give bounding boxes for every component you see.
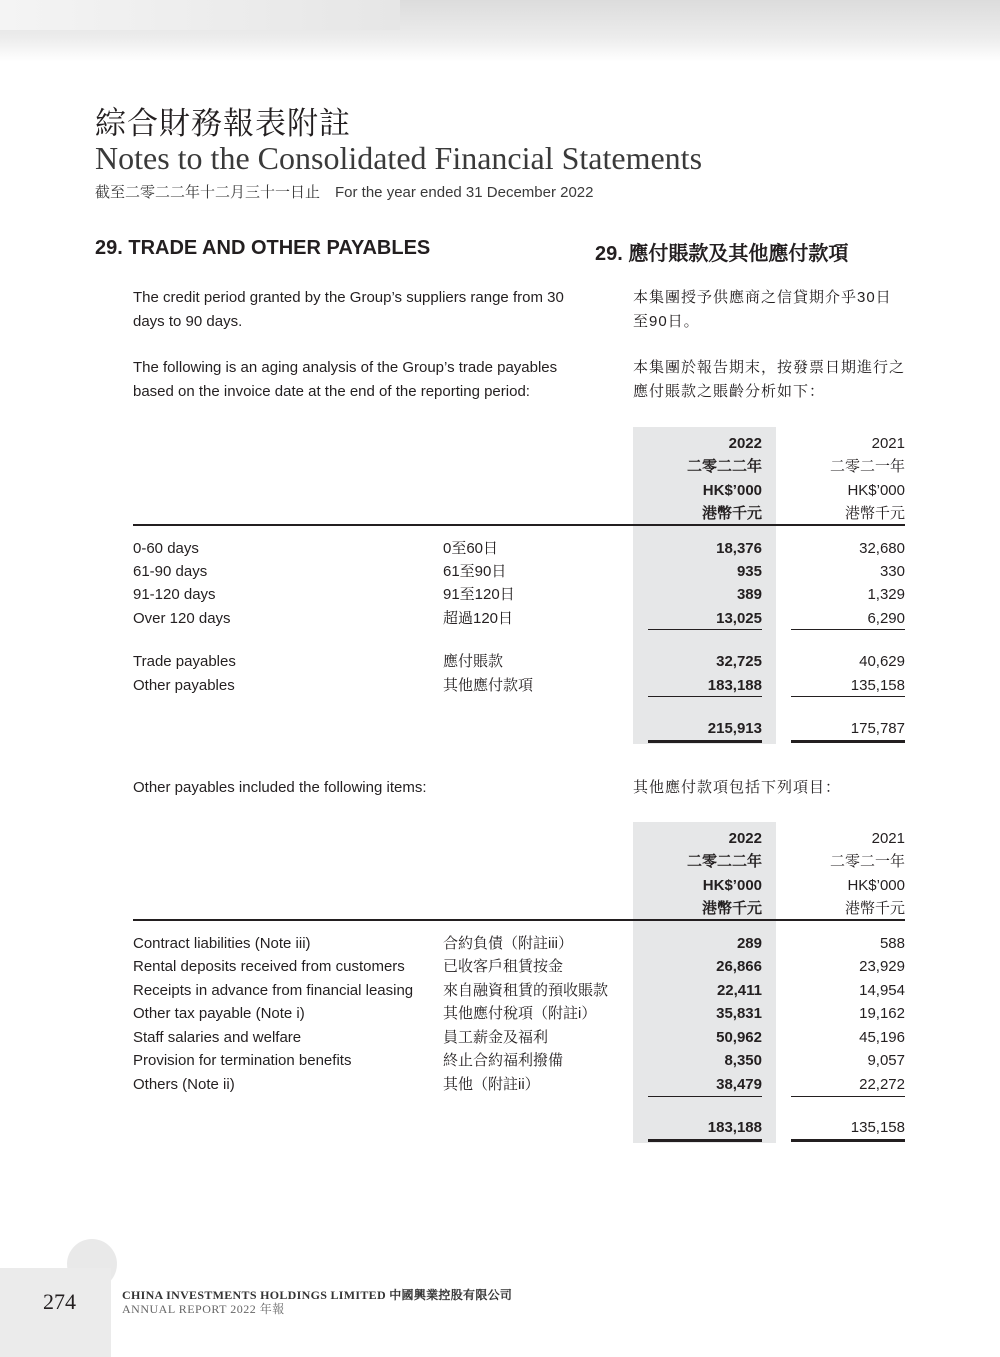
col-header-2022-year-cn: 二零二二年 [686,458,762,475]
other-payables-intro-cn: 其他應付款項包括下列項目： [633,779,842,796]
total-double-rule-2021 [791,740,905,743]
table-cell-2021: 6,290 [867,610,905,627]
table-cell-2021: 330 [879,563,905,580]
table-row-label-cn: 其他應付款項 [443,677,534,694]
table-row-label: Receipts in advance from financial leasing [133,982,414,999]
table-row-label-cn: 合約負債（附註iii） [443,935,573,952]
table-cell-2021: 32,680 [859,540,905,557]
page-subtitle: 截至二零二二年十二月三十一日止 For the year ended 31 December 2022 [95,184,594,201]
col-header-2021-year: 2021 [871,830,905,847]
table-row-label: Provision for termination benefits [133,1052,352,1069]
table-cell-2022: 50,962 [716,1029,762,1046]
table-row-label-cn: 91至120日 [443,586,515,603]
table-cell-2021: 45,196 [859,1029,905,1046]
table-cell-2022: 26,866 [716,958,762,975]
col-header-2021-unit: HK$’000 [847,482,905,499]
table-cell-2021: 19,162 [859,1005,905,1022]
table-row-label: Rental deposits received from customers [133,958,405,975]
aging-intro-text-en: The following is an aging analysis of the Group’s trade payables based on the invoice date at the end of the reporting period: [133,359,558,400]
footer-company-name: CHINA INVESTMENTS HOLDINGS LIMITED 中國興業控股有限公司 [122,1288,513,1302]
table-cell-2022: 289 [736,935,762,952]
table-row-label: Other payables [133,677,235,694]
table-cell-2021: 40,629 [859,653,905,670]
col-header-2022-year-cn: 二零二二年 [686,853,762,870]
col-header-2022-unit-cn: 港幣千元 [701,900,762,917]
table-cell-2022: 183,188 [707,677,762,694]
subtotal-rule-2021 [791,1096,905,1097]
subtotal-rule-2022 [648,1096,762,1097]
table-cell-2022: 13,025 [716,610,762,627]
credit-period-text-cn: 本集團授予供應商之信貸期介乎30日至90日。 [633,289,892,330]
table-cell-2021: 23,929 [859,958,905,975]
table-header-rule [133,524,905,526]
table-row-label-cn: 終止合約福利撥備 [443,1052,564,1069]
table-cell-2021: 588 [879,935,905,952]
table-cell-2022: 35,831 [716,1005,762,1022]
table-row-label: Other tax payable (Note i) [133,1005,305,1022]
table-cell-2022: 8,350 [724,1052,762,1069]
table-row-label-cn: 員工薪金及福利 [443,1029,549,1046]
table-row-label-cn: 已收客戶租賃按金 [443,958,564,975]
col-header-2021-year: 2021 [871,435,905,452]
col-header-2022-unit: HK$’000 [702,482,762,499]
table-row-label-cn: 超過120日 [443,610,514,627]
col-header-2021-unit-cn: 港幣千元 [844,505,905,522]
table-cell-2022: 389 [736,586,762,603]
table-cell-2022: 32,725 [716,653,762,670]
table-row-label-cn: 其他（附註ii） [443,1076,540,1093]
col-header-2021-year-cn: 二零二一年 [829,853,905,870]
other-payables-intro-en: Other payables included the following items: [133,779,427,796]
table-row-label: 91-120 days [133,586,216,603]
col-header-2021-year-cn: 二零二一年 [829,458,905,475]
total-double-rule-2022 [648,1139,762,1142]
table-total-2021: 175,787 [850,720,905,737]
table-cell-2021: 1,329 [867,586,905,603]
table-row-label: Staff salaries and welfare [133,1029,302,1046]
table-header-rule [133,919,905,921]
table-row-label-cn: 應付賬款 [443,653,504,670]
total-double-rule-2022 [648,740,762,743]
top-decorative-highlight [0,0,400,30]
table-cell-2022: 38,479 [716,1076,762,1093]
table-cell-2022: 22,411 [716,982,762,999]
subtotal-rule-2022 [648,629,762,630]
aging-intro-text-cn: 本集團於報告期末，按發票日期進行之應付賬款之賬齡分析如下： [633,359,906,400]
table-row-label: 61-90 days [133,563,208,580]
footer-report-name: ANNUAL REPORT 2022 年報 [122,1302,285,1316]
table-row-label-cn: 0至60日 [443,540,499,557]
table-total-2022: 183,188 [707,1119,762,1136]
table-row-label: Contract liabilities (Note iii) [133,935,311,952]
col-header-2021-unit: HK$’000 [847,877,905,894]
table-row-label-cn: 其他應付稅項（附註i） [443,1005,597,1022]
col-header-2022-year: 2022 [728,435,762,452]
section-title-cn: 29. 應付賬款及其他應付款項 [595,243,849,265]
subtotal-rule-2022 [648,696,762,697]
table-total-2021: 135,158 [850,1119,905,1136]
table-cell-2021: 14,954 [859,982,905,999]
table-row-label-cn: 來自融資租賃的預收賬款 [443,982,609,999]
page-title-cn: 綜合財務報表附註 [95,106,351,142]
section-title-en: 29. TRADE AND OTHER PAYABLES [95,237,431,259]
table-total-2022: 215,913 [707,720,762,737]
table-row-label: Over 120 days [133,610,231,627]
col-header-2022-unit: HK$’000 [702,877,762,894]
page-title-en: Notes to the Consolidated Financial Statements [95,140,703,176]
table-cell-2022: 18,376 [716,540,762,557]
page-number: 274 [43,1289,76,1314]
table-row-label: Others (Note ii) [133,1076,235,1093]
total-double-rule-2021 [791,1139,905,1142]
table-cell-2021: 9,057 [867,1052,905,1069]
col-header-2022-year: 2022 [728,830,762,847]
subtotal-rule-2021 [791,629,905,630]
subtotal-rule-2021 [791,696,905,697]
col-header-2021-unit-cn: 港幣千元 [844,900,905,917]
table-cell-2021: 22,272 [859,1076,905,1093]
table-row-label: Trade payables [133,653,236,670]
table-row-label-cn: 61至90日 [443,563,507,580]
credit-period-text-en: The credit period granted by the Group’s suppliers range from 30 days to 90 days. [133,289,564,330]
col-header-2022-unit-cn: 港幣千元 [701,505,762,522]
table-cell-2022: 935 [736,563,762,580]
table-row-label: 0-60 days [133,540,199,557]
table-cell-2021: 135,158 [850,677,905,694]
